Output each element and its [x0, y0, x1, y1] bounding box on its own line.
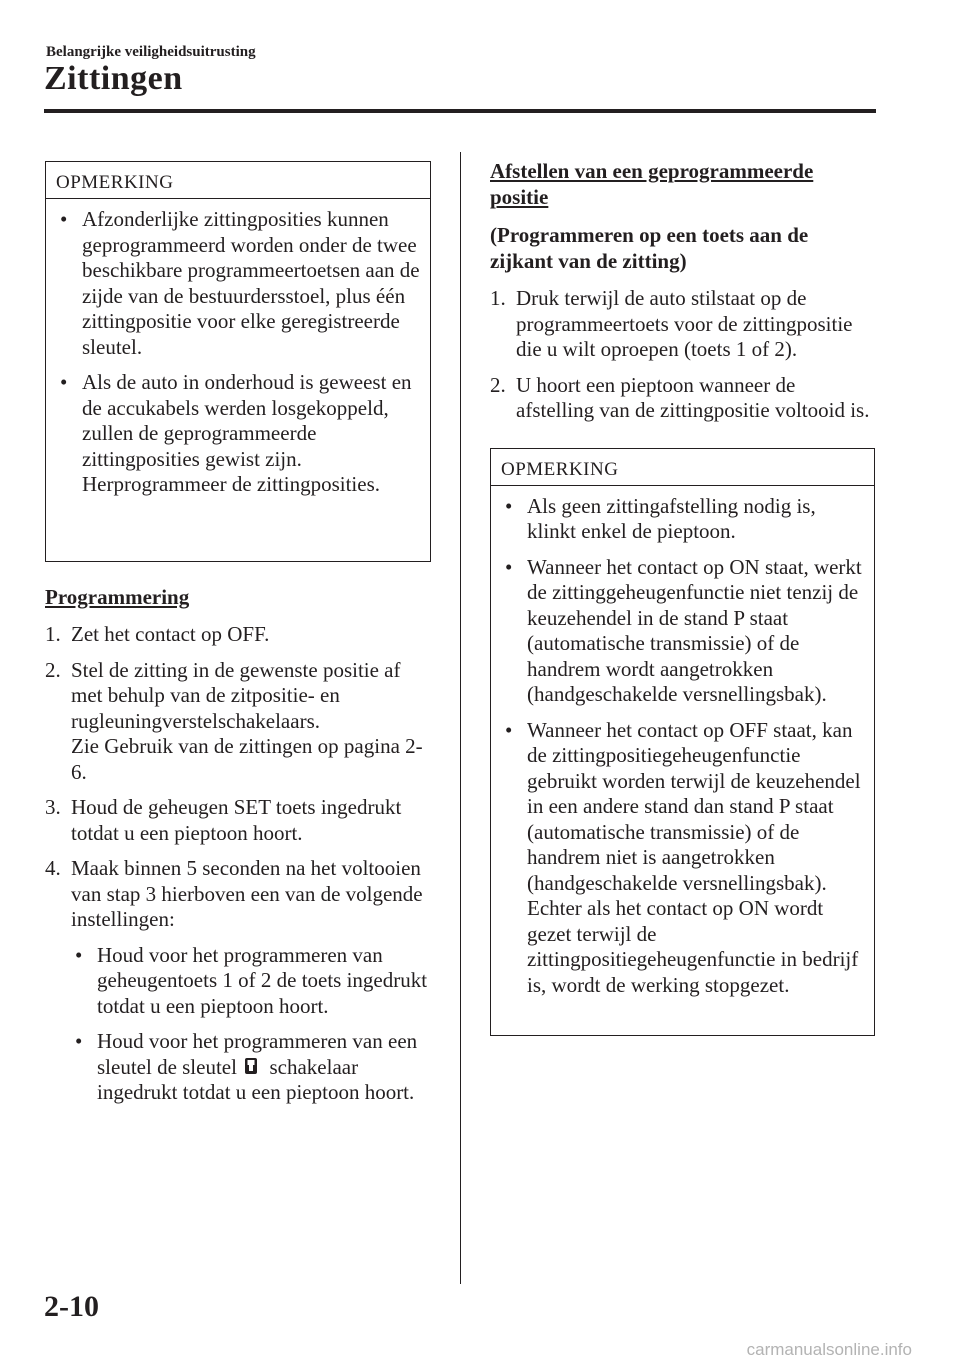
step-reference: Zie Gebruik van de zittingen op pagina 2-6.	[71, 734, 423, 784]
step-number: 2.	[45, 657, 61, 682]
page-title: Zittingen	[44, 60, 183, 97]
watermark: carmanualsonline.info	[746, 1340, 912, 1359]
programming-steps	[45, 622, 431, 1106]
sub-bullet-text-before: Houd voor het programmeren van een sleutel de sleutel	[97, 1029, 418, 1079]
step-item	[45, 622, 431, 648]
column-divider	[460, 152, 461, 1284]
note-bullet: • Afzonderlijke zittingposities kunnen geprogrammeerd worden onder de twee beschikbare programmeertoetsen aan de zijde van de bestuurdersstoel, plus één zittingpositie voor elke geregistreerde sleutel.	[56, 207, 422, 360]
step-number: 1.	[45, 622, 61, 646]
sub-bullet-text-after: schakelaar ingedrukt totdat u een pieptoon hoort.	[97, 1054, 415, 1104]
note-body	[491, 486, 874, 1017]
page-number: 2-10	[44, 1290, 99, 1323]
note-body	[46, 199, 430, 516]
step-item	[490, 373, 875, 424]
step-item	[45, 658, 431, 786]
adjust-heading: Afstellen van een geprogrammeerde positie	[490, 159, 814, 209]
left-column	[45, 161, 431, 1116]
step-text: Houd de geheugen SET toets ingedrukt totdat u een pieptoon hoort.	[71, 795, 402, 845]
adjust-steps	[490, 286, 875, 424]
step-text: Stel de zitting in de gewenste positie af met behulp van de zitpositie- en rugleuningverstelschakelaars.	[71, 657, 401, 733]
sub-bullet	[71, 1029, 431, 1106]
step-number: 4.	[45, 856, 61, 880]
step-number: 1.	[490, 286, 506, 310]
note-bullet: • Als de auto in onderhoud is geweest en de accukabels werden losgekoppeld, zullen de geprogrammeerde zittingposities gewist zijn. Herprogrammeer de zittingposities.	[56, 370, 422, 498]
right-column	[490, 158, 875, 1036]
note-box-right	[490, 448, 875, 1036]
note-heading: OPMERKING	[491, 449, 874, 486]
sub-bullet: • Houd voor het programmeren van geheugentoets 1 of 2 de toets ingedrukt totdat u een pieptoon hoort.	[71, 943, 431, 1020]
note-bullet: • Wanneer het contact op OFF staat, kan de zittingpositiegeheugenfunctie gebruikt worden terwijl de keuzehendel in een andere stand dan stand P staat (automatische transmissie) of de handrem niet is aangetrokken (handgeschakelde versnellingsbak). Echter als het contact op ON wordt gezet terwijl de zittingpositiegeheugenfunctie in bedrijf is, wordt de werking stopgezet.	[501, 718, 866, 999]
note-heading: OPMERKING	[46, 162, 430, 199]
note-bullet: • Wanneer het contact op ON staat, werkt de zittinggeheugenfunctie niet tenzij de keuzehendel in de stand P staat (automatische transmissie) of de handrem wordt aangetrokken (handgeschakelde versnellingsbak).	[501, 555, 866, 708]
step-item	[45, 795, 431, 846]
step-text: Zet het contact op OFF.	[71, 622, 270, 646]
programming-heading: Programmering	[45, 585, 190, 609]
section-label: Belangrijke veiligheidsuitrusting	[46, 44, 256, 60]
step-sub-bullets	[71, 943, 431, 1106]
key-lock-icon	[244, 1057, 258, 1075]
step-item	[490, 286, 875, 363]
step-number: 2.	[490, 372, 506, 397]
step-text: U hoort een pieptoon wanneer de afstelling van de zittingpositie voltooid is.	[516, 372, 870, 422]
step-number: 3.	[45, 795, 61, 819]
note-bullet: • Als geen zittingafstelling nodig is, klinkt enkel de pieptoon.	[501, 494, 866, 545]
step-item	[45, 856, 431, 1106]
adjust-subheading: (Programmeren op een toets aan de zijkant van de zitting)	[490, 223, 809, 273]
step-text: Maak binnen 5 seconden na het voltooien van stap 3 hierboven een van de volgende instellingen:	[71, 856, 423, 931]
header-rule	[44, 109, 876, 113]
note-box-left	[45, 161, 431, 562]
step-text: Druk terwijl de auto stilstaat op de programmeertoets voor de zittingpositie die u wilt oproepen (toets 1 of 2).	[516, 286, 853, 361]
